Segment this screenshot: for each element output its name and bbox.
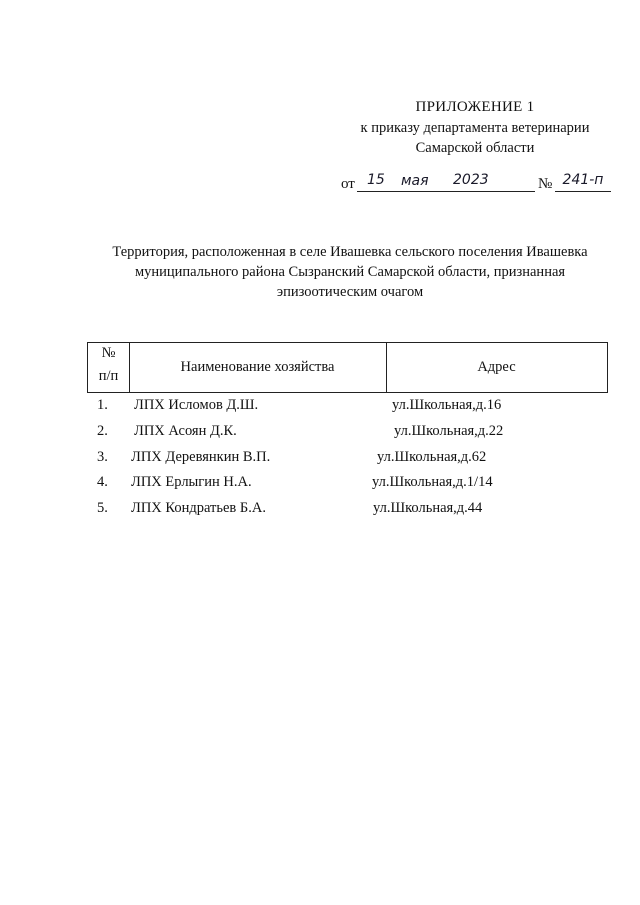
row-address: ул.Школьная,д.22 — [394, 423, 504, 439]
row-farm-name: ЛПХ Кондратьев Б.А. — [131, 500, 266, 516]
header-address-cell: Адрес — [477, 359, 516, 375]
number-label: № — [538, 176, 553, 192]
row-number: 2. — [97, 423, 108, 439]
row-farm-name: ЛПХ Исломов Д.Ш. — [134, 397, 259, 413]
header-number-abbrev: п/п — [98, 368, 119, 384]
row-address: ул.Школьная,д.62 — [377, 449, 487, 465]
row-address: ул.Школьная,д.16 — [392, 397, 502, 413]
table-row — [0, 423, 640, 445]
date-month: мая — [401, 173, 429, 189]
row-address: ул.Школьная,д.44 — [373, 500, 483, 516]
table-row — [0, 397, 640, 419]
table-row — [0, 500, 640, 522]
date-year: 2023 — [453, 172, 489, 188]
table-row — [0, 449, 640, 471]
heading-line-1: Территория, расположенная в селе Ивашевка сельского поселения Ивашевка — [112, 244, 588, 260]
heading-line-3: эпизоотическим очагом — [276, 284, 424, 300]
row-farm-name: ЛПХ Деревянкин В.П. — [131, 449, 271, 465]
from-label: от — [341, 176, 355, 192]
table-header — [87, 342, 608, 393]
date-day: 15 — [367, 172, 385, 188]
row-farm-name: ЛПХ Ерлыгин Н.А. — [131, 474, 252, 490]
table-row — [0, 474, 640, 496]
row-number: 1. — [97, 397, 108, 413]
row-number: 3. — [97, 449, 108, 465]
row-farm-name: ЛПХ Асоян Д.К. — [134, 423, 237, 439]
header-name-cell: Наименование хозяйства — [129, 343, 387, 392]
header-number-symbol: № — [101, 345, 116, 361]
appendix-order-line: к приказу департамента ветеринарии — [360, 120, 590, 136]
heading-line-2: муниципального района Сызранский Самарской области, признанная — [134, 264, 566, 280]
appendix-title: ПРИЛОЖЕНИЕ 1 — [415, 99, 535, 115]
order-date-number — [341, 172, 611, 198]
handwritten-date — [357, 172, 535, 192]
row-address: ул.Школьная,д.1/14 — [372, 474, 493, 490]
header-number-cell — [88, 343, 130, 392]
handwritten-number: 241-п — [555, 172, 611, 192]
row-number: 4. — [97, 474, 108, 490]
row-number: 5. — [97, 500, 108, 516]
appendix-region-line: Самарской области — [415, 140, 535, 156]
